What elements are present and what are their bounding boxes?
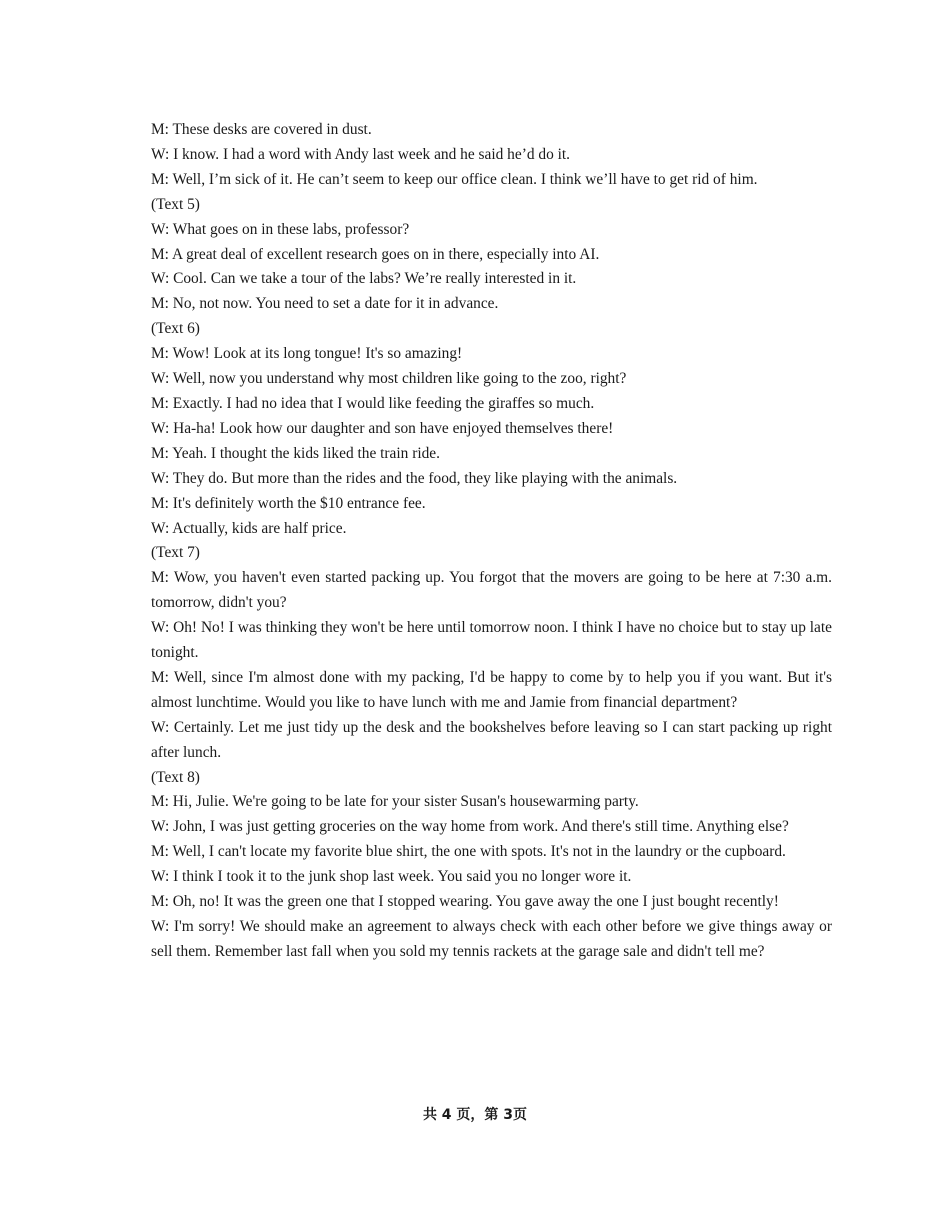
transcript-line: M: Wow, you haven't even started packing up. You forgot that the movers are going to be here at 7:30 a.m. tomorrow, didn't you? <box>151 569 832 612</box>
transcript-line: M: Well, I can't locate my favorite blue shirt, the one with spots. It's not in the laundry or the cupboard. <box>151 843 786 861</box>
transcript-line: M: Well, since I'm almost done with my packing, I'd be happy to come by to help you if you want. But it's almost lunchtime. Would you like to have lunch with me and Jamie from financial department? <box>151 668 832 711</box>
transcript-line: W: Cool. Can we take a tour of the labs? We’re really interested in it. <box>151 270 577 288</box>
transcript-line: W: I know. I had a word with Andy last week and he said he’d do it. <box>151 145 571 163</box>
transcript-line: W: Certainly. Let me just tidy up the desk and the bookshelves before leaving so I can start packing up right after lunch. <box>151 718 832 761</box>
transcript-line: W: I think I took it to the junk shop last week. You said you no longer wore it. <box>151 868 632 886</box>
section-heading: (Text 6) <box>151 320 200 338</box>
transcript-line: M: It's definitely worth the $10 entrance fee. <box>151 494 426 512</box>
transcript-body <box>151 118 832 965</box>
transcript-line: W: John, I was just getting groceries on the way home from work. And there's still time. Anything else? <box>151 818 789 836</box>
transcript-line: M: These desks are covered in dust. <box>151 121 372 138</box>
transcript-line: W: Actually, kids are half price. <box>151 519 347 537</box>
transcript-line: W: What goes on in these labs, professor? <box>151 220 410 238</box>
transcript-line: W: They do. But more than the rides and the food, they like playing with the animals. <box>151 469 678 487</box>
section-heading: (Text 8) <box>151 768 200 786</box>
transcript-line: W: Oh! No! I was thinking they won't be here until tomorrow noon. I think I have no choice but to stay up late tonight. <box>151 619 832 662</box>
transcript-line: W: I'm sorry! We should make an agreement to always check with each other before we give things away or sell them. Remember last fall when you sold my tennis rackets at the garage sale and didn't tell me? <box>151 918 832 960</box>
transcript-line: W: Ha-ha! Look how our daughter and son have enjoyed themselves there! <box>151 419 614 437</box>
transcript-line: M: Well, I’m sick of it. He can’t seem to keep our office clean. I think we’ll have to get rid of him. <box>151 170 758 188</box>
section-heading: (Text 7) <box>151 544 200 562</box>
transcript-line: W: Well, now you understand why most children like going to the zoo, right? <box>151 370 627 388</box>
transcript-line: M: No, not now. You need to set a date for it in advance. <box>151 295 499 313</box>
transcript-line: M: Oh, no! It was the green one that I stopped wearing. You gave away the one I just bought recently! <box>151 893 779 911</box>
transcript-line: M: Exactly. I had no idea that I would like feeding the giraffes so much. <box>151 394 595 412</box>
transcript-line: M: Hi, Julie. We're going to be late for your sister Susan's housewarming party. <box>151 793 639 811</box>
transcript-line: M: Wow! Look at its long tongue! It's so amazing! <box>151 345 463 363</box>
transcript-line: M: Yeah. I thought the kids liked the train ride. <box>151 444 440 462</box>
transcript-line: M: A great deal of excellent research goes on in there, especially into AI. <box>151 245 600 263</box>
page-number-footer: 共 4 页，第 3页 <box>422 1107 528 1123</box>
section-heading: (Text 5) <box>151 195 200 213</box>
